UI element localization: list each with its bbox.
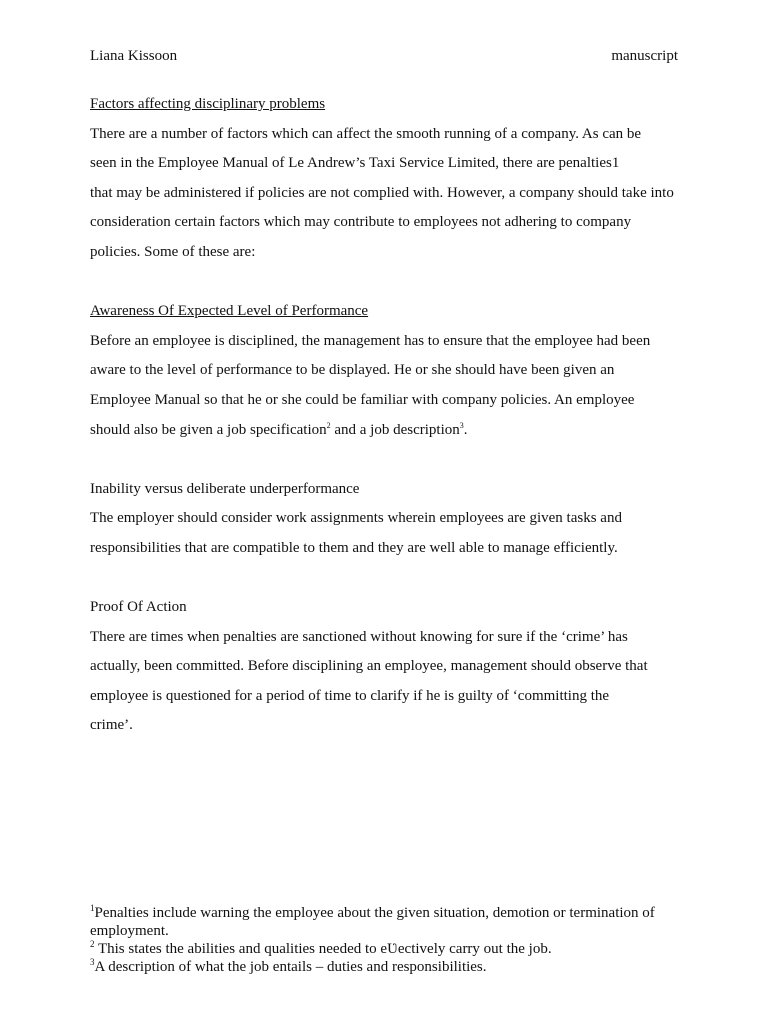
footnote-mark: 2 (90, 939, 95, 949)
paragraph-gap (90, 445, 690, 475)
footnote (90, 940, 678, 958)
body-line: Before an employee is disciplined, the management has to ensure that the employee had been (90, 332, 651, 349)
body-line: employee is questioned for a period of time to clarify if he is guilty of ‘committing the (90, 687, 610, 704)
body-line: consideration certain factors which may contribute to employees not adhering to company (90, 214, 632, 231)
line-text: should also be given a job specification (90, 421, 327, 438)
footnote-ref-2: 2 (326, 420, 331, 430)
body-line: There are a number of factors which can affect the smooth running of a company. As can be (90, 125, 642, 142)
body-line: aware to the level of performance to be displayed. He or she should have been given an (90, 362, 615, 379)
body-line: crime’. (90, 717, 133, 734)
section-heading-proof: Proof Of Action (90, 599, 187, 616)
paragraph-gap (90, 268, 690, 298)
section-heading-inability: Inability versus deliberate underperformance (90, 480, 360, 497)
footnotes (90, 904, 678, 976)
body-line: The employer should consider work assignments wherein employees are given tasks and (90, 510, 622, 527)
body-line: that may be administered if policies are not complied with. However, a company should take into (90, 184, 674, 201)
body-line: actually, been committed. Before disciplining an employee, management should observe that (90, 658, 648, 675)
body-line: policies. Some of these are: (90, 243, 256, 260)
body-line: There are times when penalties are sanctioned without knowing for sure if the ‘crime’ has (90, 628, 628, 645)
paragraph-gap (90, 564, 690, 594)
running-head-label: manuscript (611, 48, 678, 64)
body-line: responsibilities that are compatible to them and they are well able to manage efficiently. (90, 539, 618, 556)
footnote-mark: 3 (90, 957, 95, 967)
page-header (90, 46, 678, 66)
section-heading-awareness: Awareness Of Expected Level of Performance (90, 303, 369, 320)
footnote-text: This states the abilities and qualities needed to eƲectively carry out the job. (94, 941, 552, 957)
body-line (90, 416, 690, 446)
body-line: Employee Manual so that he or she could be familiar with company policies. An employee (90, 391, 635, 408)
body-content (90, 90, 690, 741)
body-line: seen in the Employee Manual of Le Andrew’s Taxi Service Limited, there are penalties1 (90, 155, 620, 172)
footnote-text: A description of what the job entails – duties and responsibilities. (94, 959, 487, 975)
line-text: . (463, 421, 468, 438)
section-heading-factors: Factors affecting disciplinary problems (90, 96, 326, 112)
footnote-mark: 1 (90, 903, 95, 913)
footnote (90, 904, 678, 940)
footnote (90, 958, 678, 976)
footnote-ref-3: 3 (459, 420, 464, 430)
author-name: Liana Kissoon (90, 48, 178, 64)
footnote-text: Penalties include warning the employee about the given situation, demotion or termination of employment. (90, 905, 655, 939)
line-text: and a job description (330, 421, 460, 438)
